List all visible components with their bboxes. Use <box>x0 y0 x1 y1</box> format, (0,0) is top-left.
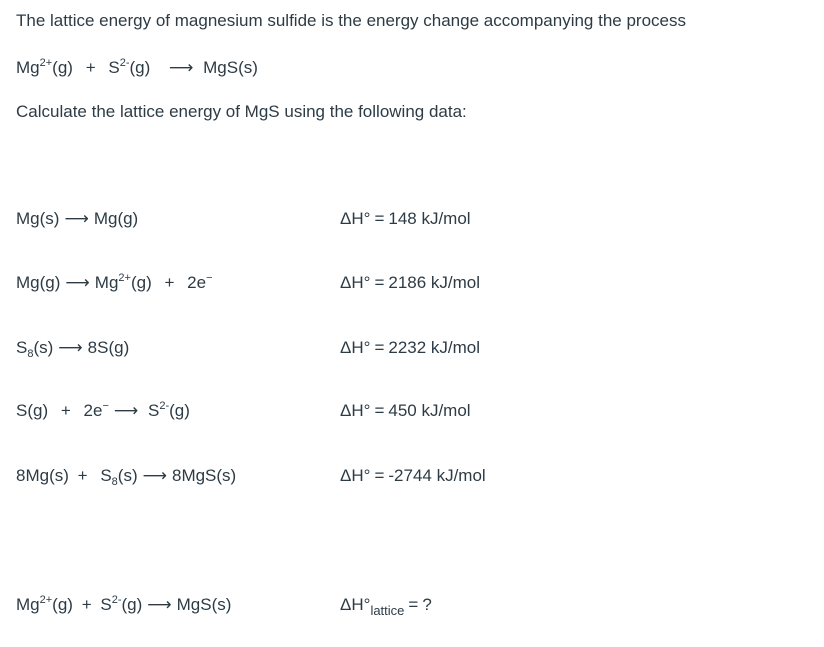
final-plus: + <box>81 595 92 614</box>
step-4-dh-symbol: ΔH° <box>340 401 371 420</box>
step-5-lhs2-sub: 8 <box>111 476 118 488</box>
step-5-dh-value: -2744 kJ/mol <box>388 466 486 485</box>
main-reactant1-charge: 2+ <box>39 57 53 69</box>
final-dh-value: ? <box>422 595 432 614</box>
step-1-lhs: Mg(s) <box>16 209 60 228</box>
step-1-rhs: Mg(g) <box>93 209 139 228</box>
final-reactant2-charge: 2- <box>111 594 122 606</box>
step-5-enthalpy <box>340 464 486 488</box>
main-product: MgS(s) <box>203 58 258 77</box>
main-reaction <box>16 56 258 80</box>
step-2-dh-eq: = <box>374 273 385 292</box>
main-reactant2-charge: 2- <box>119 57 130 69</box>
intro-text: The lattice energy of magnesium sulfide is the energy change accompanying the process <box>16 11 686 30</box>
final-dh-eq: = <box>408 595 419 614</box>
step-1-arrow: ⟶ <box>64 209 89 228</box>
step-4-dh-eq: = <box>374 401 385 420</box>
step-2-electron: 2e <box>187 273 207 292</box>
step-4-rhs-state: (g) <box>169 401 190 420</box>
step-3-dh-eq: = <box>374 338 385 357</box>
step-4-arrow: ⟶ <box>113 401 139 420</box>
final-reactant2-state: (g) <box>121 595 143 614</box>
step-4-rhs-charge: 2- <box>159 400 170 412</box>
step-3-arrow: ⟶ <box>58 338 83 357</box>
main-reactant1-state: (g) <box>52 58 73 77</box>
step-5-lhs2-species: S <box>100 466 112 485</box>
step-5-lhs: 8Mg(s) <box>16 466 69 485</box>
main-reactant2-state: (g) <box>129 58 151 77</box>
main-reactant2: S <box>108 58 120 77</box>
step-1-dh-eq: = <box>374 209 385 228</box>
step-2-dh-symbol: ΔH° <box>340 273 371 292</box>
step-4-electron-charge: − <box>102 400 109 412</box>
final-reactant1: Mg <box>16 595 40 614</box>
step-5-lhs2-state: (s) <box>117 466 138 485</box>
step-2-rhs-state: (g) <box>130 273 152 292</box>
step-2-electron-charge: − <box>206 272 213 284</box>
step-4-enthalpy <box>340 399 471 423</box>
step-5-plus: + <box>77 466 88 485</box>
step-5-rhs: 8MgS(s) <box>171 466 237 485</box>
step-2-enthalpy <box>340 271 480 295</box>
final-enthalpy <box>340 593 432 617</box>
step-4-rhs-species: S <box>148 401 160 420</box>
main-reactant1: Mg <box>16 58 40 77</box>
step-3-rhs: 8S(g) <box>87 338 130 357</box>
step-5-dh-eq: = <box>374 466 385 485</box>
step-3-lhs-species: S <box>16 338 28 357</box>
step-2-dh-value: 2186 kJ/mol <box>388 273 481 292</box>
step-4-equation <box>16 399 190 423</box>
step-5-dh-symbol: ΔH° <box>340 466 371 485</box>
step-3-equation <box>16 336 129 360</box>
step-2-rhs-species: Mg <box>94 273 119 292</box>
step-4-lhs: S(g) <box>16 401 49 420</box>
final-dh-sub: lattice <box>370 603 405 618</box>
main-plus: + <box>85 58 96 77</box>
step-5-arrow: ⟶ <box>142 466 167 485</box>
final-product: MgS(s) <box>176 595 232 614</box>
step-4-plus: + <box>60 401 71 420</box>
step-2-plus: + <box>164 273 175 292</box>
final-arrow: ⟶ <box>147 595 172 614</box>
step-2-equation <box>16 271 213 295</box>
step-4-electron: 2e <box>83 401 103 420</box>
step-3-dh-symbol: ΔH° <box>340 338 371 357</box>
main-arrow: ⟶ <box>169 58 194 77</box>
step-2-rhs-charge: 2+ <box>118 272 131 284</box>
step-2-lhs: Mg(g) <box>16 273 61 292</box>
final-equation <box>16 593 231 617</box>
final-reactant2: S <box>100 595 112 614</box>
step-2-arrow: ⟶ <box>65 273 90 292</box>
final-reactant1-charge: 2+ <box>39 594 53 606</box>
step-1-enthalpy <box>340 207 471 231</box>
step-1-dh-symbol: ΔH° <box>340 209 371 228</box>
step-3-lhs-sub: 8 <box>27 348 34 360</box>
final-reactant1-state: (g) <box>52 595 73 614</box>
step-4-dh-value: 450 kJ/mol <box>388 401 471 420</box>
step-3-dh-value: 2232 kJ/mol <box>388 338 481 357</box>
final-dh-symbol: ΔH° <box>340 595 371 614</box>
step-3-lhs-state: (s) <box>33 338 54 357</box>
step-1-equation <box>16 207 138 231</box>
step-3-enthalpy <box>340 336 480 360</box>
instruction-text: Calculate the lattice energy of MgS using the following data: <box>16 102 467 121</box>
step-5-equation <box>16 464 236 488</box>
step-1-dh-value: 148 kJ/mol <box>388 209 471 228</box>
